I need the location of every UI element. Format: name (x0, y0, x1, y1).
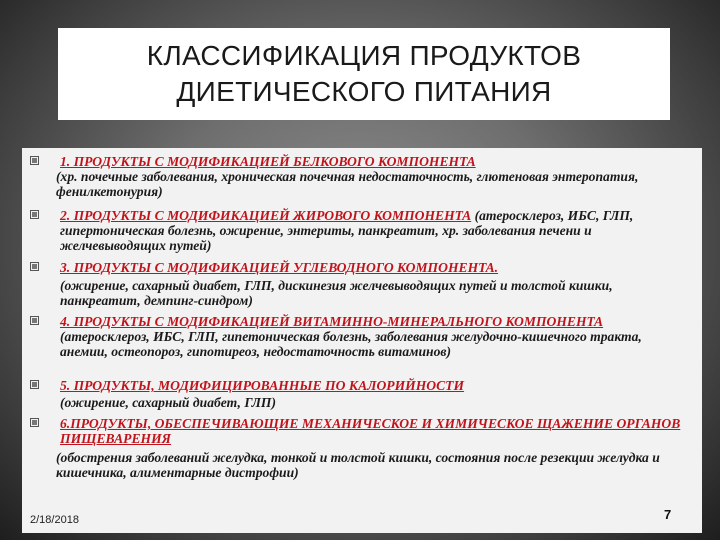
item-heading: 6.ПРОДУКТЫ, ОБЕСПЕЧИВАЮЩИЕ МЕХАНИЧЕСКОЕ И ХИМИЧЕСКОЕ ЩАЖЕНИЕ ОРГАНОВ ПИЩЕВАРЕНИЯ (60, 416, 681, 446)
item-heading: 2. ПРОДУКТЫ С МОДИФИКАЦИЕЙ ЖИРОВОГО КОМПОНЕНТА (60, 208, 472, 223)
item-description: (ожирение, сахарный диабет, ГЛП, дискинезия желчевыводящих путей и толстой кишки, панкреатит, демпинг-синдром) (60, 278, 613, 308)
item-heading: 4. ПРОДУКТЫ С МОДИФИКАЦИЕЙ ВИТАМИННО-МИНЕРАЛЬНОГО КОМПОНЕНТА (60, 314, 604, 329)
square-bullet-icon (30, 210, 39, 219)
item-description: (обострения заболеваний желудка, тонкой и толстой кишки, состояния после резекции желудка и кишечника, алиментарные дистрофии) (56, 450, 660, 480)
square-bullet-icon (30, 316, 39, 325)
item-description: (хр. почечные заболевания, хроническая почечная недостаточность, глютеновая энтеропатия, фенилкетонурия) (56, 169, 639, 199)
title-box (58, 28, 670, 120)
slide-date: 2/18/2018 (30, 514, 79, 526)
slide-title (58, 38, 670, 110)
item-description: (атеросклероз, ИБС, ГЛП, гипертоническая болезнь, ожирение, энтериты, панкреатит, хр. заболевания печени и желчевыводящих путей) (60, 208, 634, 253)
square-bullet-icon (30, 262, 39, 271)
square-bullet-icon (30, 418, 39, 427)
content-box (22, 148, 702, 533)
title-line-1: КЛАССИФИКАЦИЯ ПРОДУКТОВ (146, 40, 582, 71)
item-description: (ожирение, сахарный диабет, ГЛП) (60, 395, 277, 410)
square-bullet-icon (30, 156, 39, 165)
item-heading: 1. ПРОДУКТЫ С МОДИФИКАЦИЕЙ БЕЛКОВОГО КОМПОНЕНТА (60, 154, 476, 169)
item-description: (атеросклероз, ИБС, ГЛП, гипетоническая болезнь, заболевания желудочно-кишечного тракта, анемии, остеопороз, гипотиреоз, недостаточность витаминов) (60, 329, 642, 359)
item-heading: 3. ПРОДУКТЫ С МОДИФИКАЦИЕЙ УГЛЕВОДНОГО КОМПОНЕНТА. (60, 260, 499, 275)
item-heading: 5. ПРОДУКТЫ, МОДИФИЦИРОВАННЫЕ ПО КАЛОРИЙНОСТИ (60, 378, 465, 393)
slide-page-number: 7 (664, 507, 672, 522)
square-bullet-icon (30, 380, 39, 389)
title-line-2: ДИЕТИЧЕСКОГО ПИТАНИЯ (176, 76, 552, 107)
